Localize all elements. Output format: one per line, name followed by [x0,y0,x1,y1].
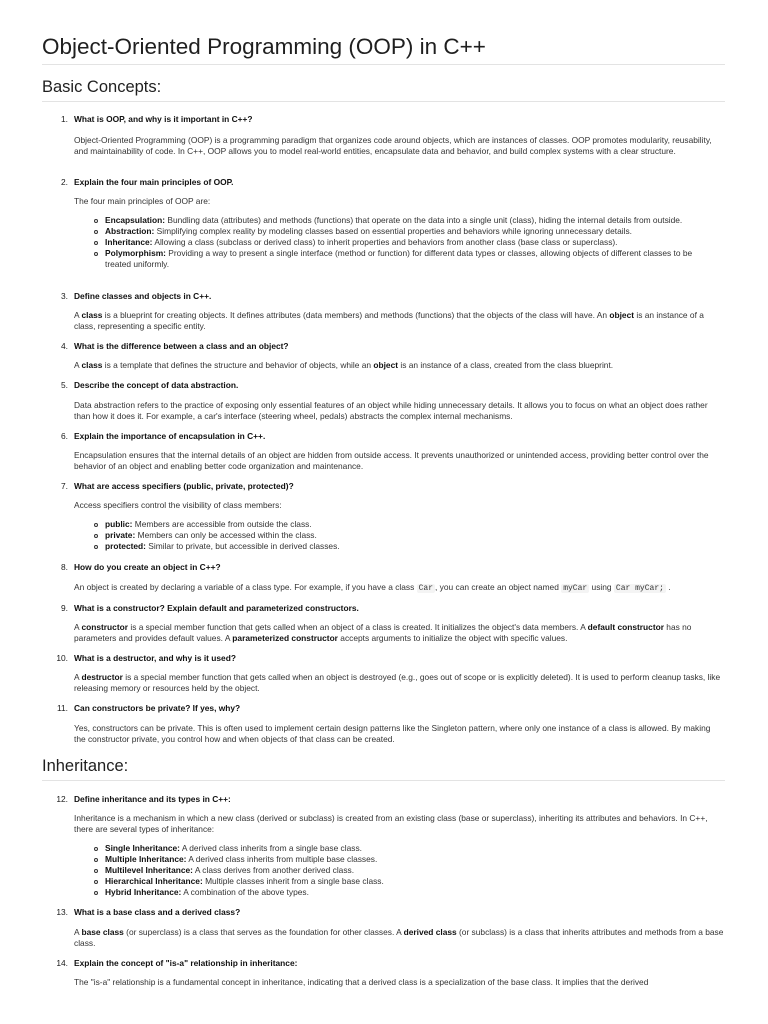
item-number: 8. [61,562,68,572]
item-number: 6. [61,431,68,441]
question-heading: Define classes and objects in C++. [74,291,212,301]
answer-paragraph: Access specifiers control the visibility of class members: [74,500,282,510]
bullet-icon [94,230,98,234]
term: Hybrid Inheritance: [105,887,182,897]
list-item [94,215,716,226]
answer-paragraph: A destructor is a special member function that gets called when an object is destroyed (e.g., goes out of scope or is explicitly deleted). It is used to perform cleanup tasks, like releasing memory or resources held by the object. [74,672,721,693]
list-item [94,248,716,270]
section-heading-inheritance: Inheritance: [42,757,129,775]
list-item [94,530,716,541]
list-item [94,876,716,887]
definition: Similar to private, but accessible in derived classes. [148,541,340,551]
item-number: 5. [61,380,68,390]
question-heading: What is the difference between a class and an object? [74,341,289,351]
answer-paragraph: Data abstraction refers to the practice of exposing only essential features of an object while hiding unnecessary details. It allows you to focus on what an object does rather than how it does it. For example, a car's interface (steering wheel, pedals) abstracts the complex internal mechanisms. [74,400,708,421]
principles-list [94,215,716,270]
answer-paragraph: A constructor is a special member function that gets called when an object of a class is created. It initializes the object's data members. A default constructor has no parameters and provides default values. A parameterized constructor accepts arguments to initialize the object with specific values. [74,622,692,643]
title-divider [42,64,725,65]
term: Multilevel Inheritance: [105,865,193,875]
answer-paragraph: A class is a blueprint for creating objects. It defines attributes (data members) and methods (functions) that the objects of the class will have. An object is an instance of a class, representing a specific entity. [74,310,704,331]
question-heading: What is a destructor, and why is it used? [74,653,236,663]
term: Hierarchical Inheritance: [105,876,203,886]
answer-paragraph: The "is-a" relationship is a fundamental concept in inheritance, indicating that a derived class is a specialization of the base class. It implies that the derived [74,977,649,987]
item-number: 13. [56,907,68,917]
code-snippet: Car myCar; [615,584,664,593]
answer-paragraph: A class is a template that defines the structure and behavior of objects, while an object is an instance of a class, created from the class blueprint. [74,360,614,370]
list-item [94,865,716,876]
term: Polymorphism: [105,248,166,258]
answer-paragraph: The four main principles of OOP are: [74,196,211,206]
question-heading: Explain the importance of encapsulation in C++. [74,431,266,441]
term: Inheritance: [105,237,153,247]
question-heading: Describe the concept of data abstraction. [74,380,239,390]
list-item [94,843,716,854]
definition: Members can only be accessed within the class. [137,530,317,540]
term: public: [105,519,133,529]
list-item [94,519,716,530]
question-heading: Explain the concept of "is-a" relationship in inheritance: [74,958,298,968]
item-number: 4. [61,341,68,351]
answer-paragraph: An object is created by declaring a variable of a class type. For example, if you have a class Car , you can create an object named myCar using Car myCar; . [74,582,671,593]
definition: Multiple classes inherit from a single base class. [205,876,384,886]
list-item [94,854,716,865]
term: Encapsulation: [105,215,166,225]
bullet-icon [94,880,98,884]
item-number: 10. [56,653,68,663]
bullet-icon [94,241,98,245]
list-item [94,226,716,237]
item-number: 9. [61,603,68,613]
question-heading: Can constructors be private? If yes, why? [74,703,241,713]
list-item [94,541,716,552]
term: Single Inheritance: [105,843,180,853]
section-heading-basic-concepts: Basic Concepts: [42,78,162,96]
section-divider [42,780,725,781]
definition: Allowing a class (subclass or derived class) to inherit properties and behaviors from another class (base class or superclass). [154,237,618,247]
definition: A class derives from another derived class. [194,865,355,875]
answer-paragraph: Object-Oriented Programming (OOP) is a programming paradigm that organizes code around objects, which are instances of classes. OOP promotes modularity, reusability, and maintainability of code. In C++, OOP allows you to model real-world entities, encapsulate data and behavior, and build complex systems with a clear structure. [74,135,712,156]
definition: Providing a way to present a single interface (method or function) for different data types or classes, allowing objects of different classes to be treated uniformly. [105,248,693,269]
bullet-icon [94,847,98,851]
item-number: 7. [61,481,68,491]
code-snippet: myCar [563,584,588,593]
term: protected: [105,541,146,551]
answer-paragraph: Inheritance is a mechanism in which a new class (derived or subclass) is created from an existing class (base or superclass), inheriting its attributes and behaviors. In C++, there are several types of inheritance: [74,813,708,834]
question-heading: What is OOP, and why is it important in C++? [74,114,253,124]
definition: A derived class inherits from a single base class. [181,843,362,853]
answer-paragraph: A base class (or superclass) is a class that serves as the foundation for other classes. A derived class (or subclass) is a class that inherits attributes and methods from a base class. [74,927,724,948]
definition: Members are accessible from outside the class. [134,519,312,529]
item-number: 2. [61,177,68,187]
question-heading: What is a constructor? Explain default and parameterized constructors. [74,603,359,613]
term: Abstraction: [105,226,155,236]
bullet-icon [94,891,98,895]
term: private: [105,530,136,540]
answer-paragraph: Yes, constructors can be private. This is often used to implement certain design patterns like the Singleton pattern, where only one instance of a class is allowed. By making the constructor private, you control how and when objects of that class can be created. [74,723,711,744]
bullet-icon [94,545,98,549]
answer-paragraph: Encapsulation ensures that the internal details of an object are hidden from outside access. It prevents unauthorized or unintended access, providing better control over the behavior of an object and enabling better code organization and maintenance. [74,450,709,471]
bullet-icon [94,534,98,538]
bullet-icon [94,869,98,873]
question-heading: Explain the four main principles of OOP. [74,177,234,187]
code-snippet: Car [418,584,434,593]
question-heading: Define inheritance and its types in C++: [74,794,231,804]
bullet-icon [94,219,98,223]
item-number: 3. [61,291,68,301]
item-number: 1. [61,114,68,124]
definition: Bundling data (attributes) and methods (functions) that operate on the data into a single unit (class), hiding the internal details from outside. [167,215,683,225]
item-number: 11. [56,703,68,713]
inheritance-types-list [94,843,716,898]
page-title: Object-Oriented Programming (OOP) in C++ [42,34,486,59]
section-divider [42,101,725,102]
question-heading: What are access specifiers (public, private, protected)? [74,481,294,491]
question-heading: What is a base class and a derived class? [74,907,241,917]
list-item [94,887,716,898]
definition: A derived class inherits from multiple base classes. [188,854,378,864]
item-number: 12. [56,794,68,804]
term: Multiple Inheritance: [105,854,187,864]
definition: A combination of the above types. [183,887,309,897]
definition: Simplifying complex reality by modeling classes based on essential properties and behaviors while ignoring unnecessary details. [156,226,632,236]
list-item [94,237,716,248]
access-specifiers-list [94,519,716,552]
item-number: 14. [56,958,68,968]
bullet-icon [94,252,98,256]
bullet-icon [94,523,98,527]
question-heading: How do you create an object in C++? [74,562,221,572]
bullet-icon [94,858,98,862]
